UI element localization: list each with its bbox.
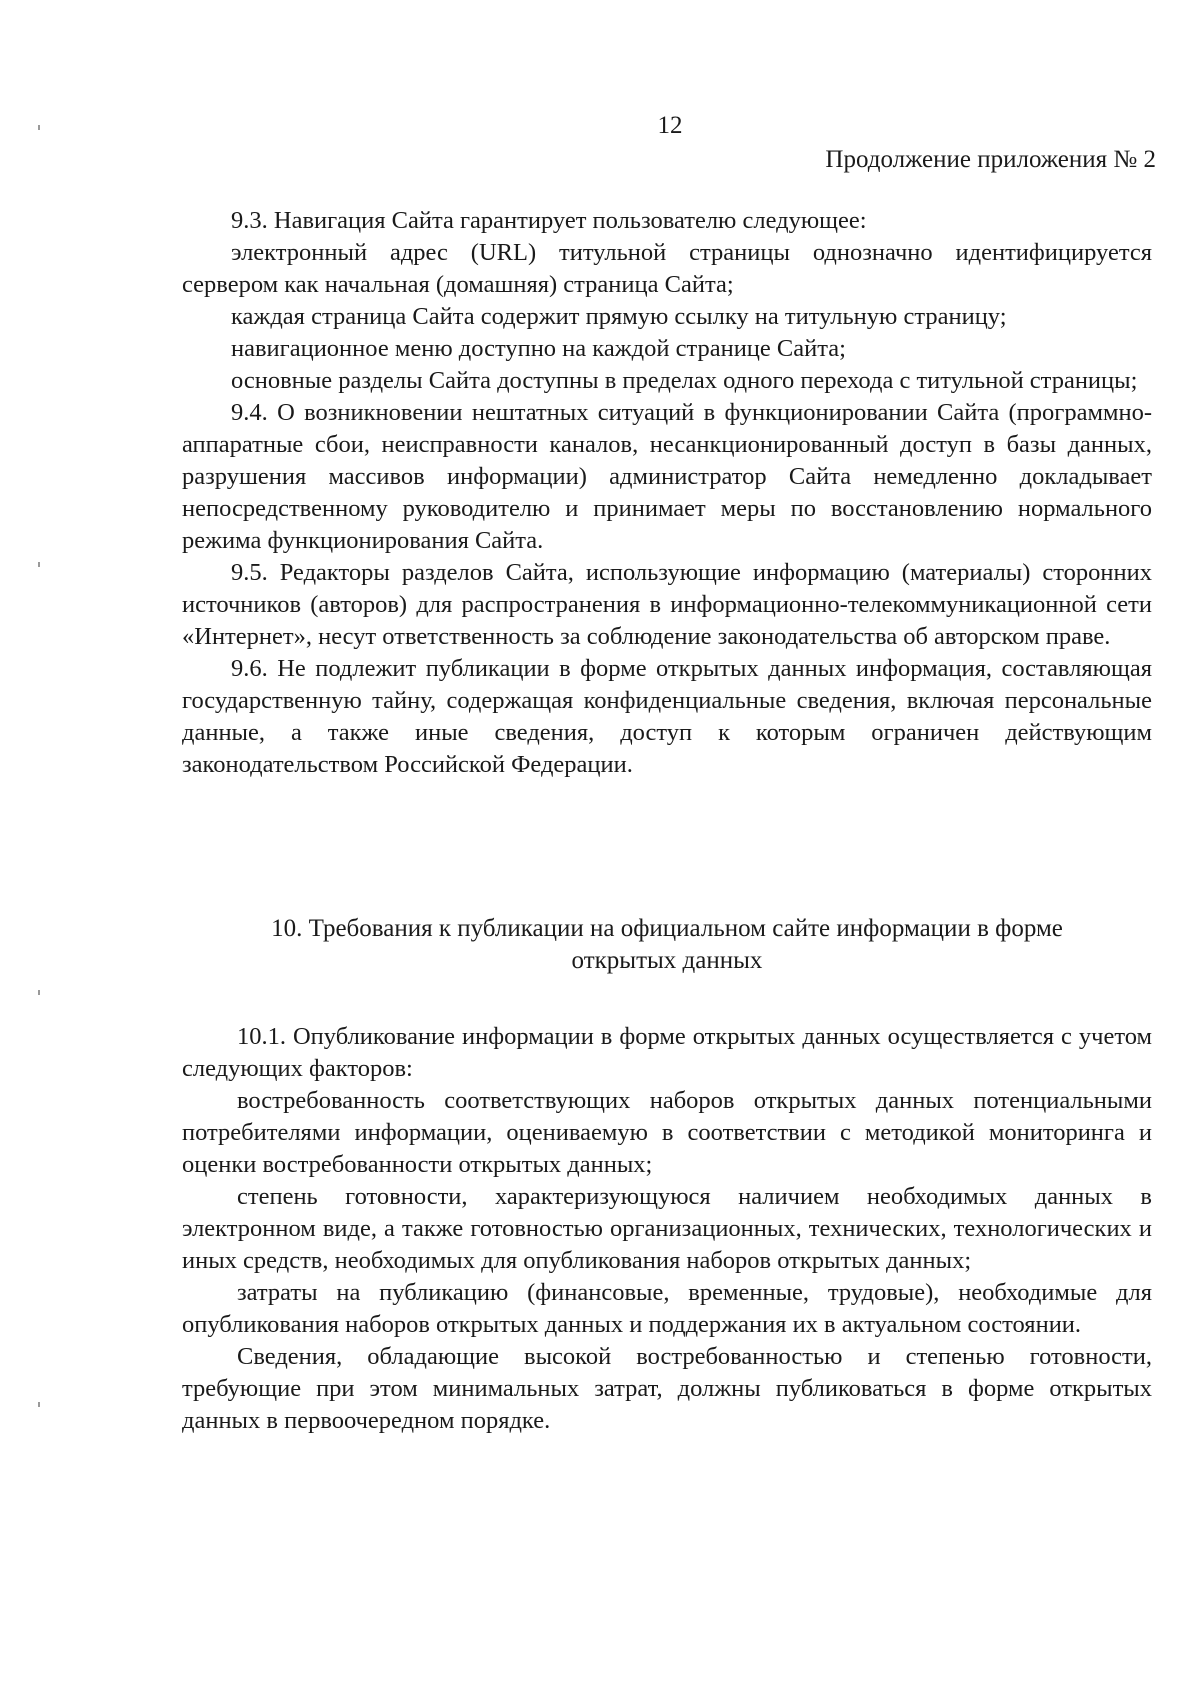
section-9-body bbox=[182, 205, 1152, 781]
list-item-costs: затраты на публикацию (финансовые, временные, трудовые), необходимые для опубликования наборов открытых данных и поддержания их в актуальном состоянии. bbox=[182, 1279, 1152, 1338]
list-item-direct-link: каждая страница Сайта содержит прямую ссылку на титульную страницу; bbox=[231, 303, 1007, 330]
list-item-demand: востребованность соответствующих наборов открытых данных потенциальными потребителями информации, оцениваемую в соответствии с методикой мониторинга и оценки востребованности открытых данных; bbox=[182, 1087, 1152, 1178]
scan-mark bbox=[38, 1402, 40, 1407]
paragraph-priority: Сведения, обладающие высокой востребованностью и степенью готовности, требующие при этом минимальных затрат, должны публиковаться в форме открытых данных в первоочередном порядке. bbox=[182, 1343, 1152, 1434]
list-item-readiness: степень готовности, характеризующуюся наличием необходимых данных в электронном виде, а также готовностью организационных, технических, технологических и иных средств, необходимых для опубликования наборов открытых данных; bbox=[182, 1183, 1152, 1274]
section-10-heading-line-1: 10. Требования к публикации на официальном сайте информации в форме bbox=[271, 915, 1063, 942]
page-number: 12 bbox=[657, 112, 683, 139]
annex-note: Продолжение приложения № 2 bbox=[825, 146, 1156, 173]
paragraph-9-4: 9.4. О возникновении нештатных ситуаций в функционировании Сайта (программно-аппаратные сбои, неисправности каналов, несанкционированный доступ в базы данных, разрушения массивов информации) администратор Сайта немедленно докладывает непосредственному руководителю и принимает меры по восстановлению нормального режима функционирования Сайта. bbox=[182, 399, 1152, 554]
list-item-main-sections: основные разделы Сайта доступны в пределах одного перехода с титульной страницы; bbox=[231, 367, 1138, 394]
section-10-body bbox=[182, 1021, 1152, 1437]
paragraph-10-1: 10.1. Опубликование информации в форме открытых данных осуществляется с учетом следующих факторов: bbox=[182, 1023, 1152, 1082]
list-item-navigation-menu: навигационное меню доступно на каждой странице Сайта; bbox=[231, 335, 846, 362]
paragraph-9-3: 9.3. Навигация Сайта гарантирует пользователю следующее: bbox=[231, 207, 867, 234]
section-10-heading-line-2: открытых данных bbox=[571, 947, 763, 974]
scan-mark bbox=[38, 562, 40, 567]
scan-mark bbox=[38, 990, 40, 995]
paragraph-9-5: 9.5. Редакторы разделов Сайта, использующие информацию (материалы) сторонних источников (авторов) для распространения в информационно-телекоммуникационной сети «Интернет», несут ответственность за соблюдение законодательства об авторском праве. bbox=[182, 559, 1152, 650]
paragraph-9-6: 9.6. Не подлежит публикации в форме открытых данных информация, составляющая государственную тайну, содержащая конфиденциальные сведения, включая персональные данные, а также иные сведения, доступ к которым ограничен действующим законодательством Российской Федерации. bbox=[182, 655, 1152, 778]
section-10-heading bbox=[182, 913, 1152, 977]
list-item-url: электронный адрес (URL) титульной страницы однозначно идентифицируется сервером как начальная (домашняя) страница Сайта; bbox=[182, 239, 1152, 298]
